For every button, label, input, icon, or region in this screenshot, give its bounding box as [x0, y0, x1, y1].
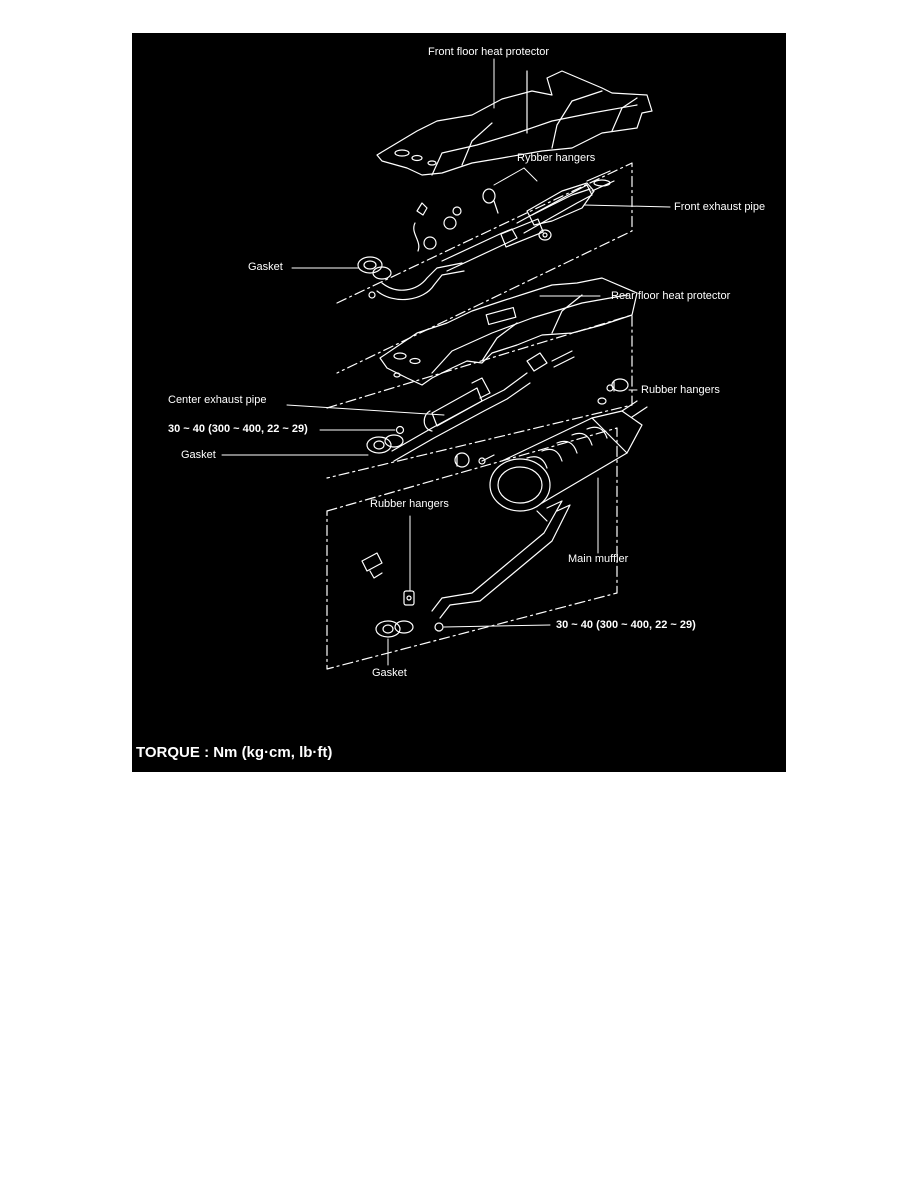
- rubber-hangers-right: [455, 379, 628, 467]
- label-torque-rear: 30 ~ 40 (300 ~ 400, 22 ~ 29): [556, 619, 696, 631]
- main-muffler: [479, 401, 647, 511]
- torque-units-note: TORQUE : Nm (kg·cm, lb·ft): [136, 744, 333, 761]
- rear-floor-heat-protector: [380, 278, 637, 385]
- label-gasket-front: Gasket: [248, 261, 283, 273]
- label-rubber-hangers-lower: Rubber hangers: [370, 498, 449, 510]
- label-front-floor-heat-protector: Front floor heat protector: [428, 46, 550, 58]
- label-center-exhaust-pipe: Center exhaust pipe: [168, 394, 267, 406]
- label-rybber-hangers: Rybber hangers: [517, 152, 596, 164]
- gasket-front: [358, 257, 391, 298]
- label-torque-center: 30 ~ 40 (300 ~ 400, 22 ~ 29): [168, 423, 308, 435]
- label-main-muffler: Main muffler: [568, 553, 629, 565]
- center-exhaust-pipe: [392, 351, 613, 461]
- leader-lines: [222, 59, 670, 665]
- exhaust-system-diagram: [132, 33, 786, 772]
- label-front-exhaust-pipe: Front exhaust pipe: [674, 201, 766, 213]
- label-gasket-center: Gasket: [181, 449, 216, 461]
- assembly-plane-lower: [327, 428, 617, 669]
- assembly-plane-middle: [327, 315, 632, 478]
- rubber-hangers-lower: [362, 553, 414, 605]
- rear-exhaust-pipe: [432, 501, 570, 631]
- front-floor-heat-protector: [377, 71, 652, 175]
- label-gasket-rear: Gasket: [372, 667, 407, 679]
- label-rear-floor-heat-protector: Rear floor heat protector: [611, 290, 731, 302]
- label-rubber-hangers-right: Rubber hangers: [641, 384, 720, 396]
- front-exhaust-pipe: [377, 171, 614, 300]
- gasket-rear: [376, 621, 413, 637]
- gasket-center: [367, 435, 403, 453]
